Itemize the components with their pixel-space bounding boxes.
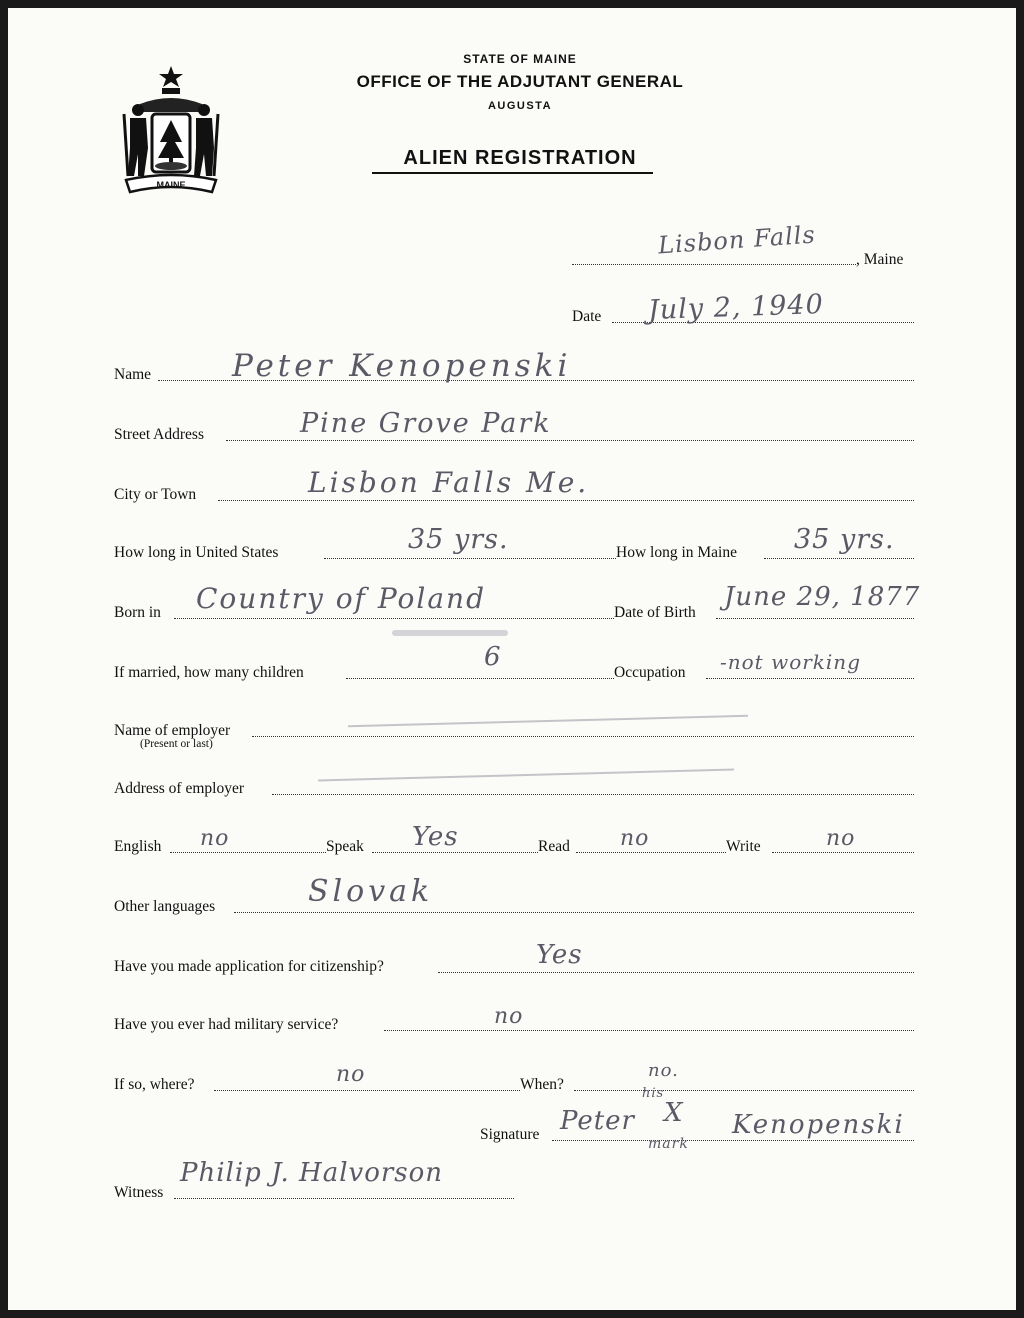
date-label: Date	[572, 308, 602, 325]
where-value: no	[336, 1062, 366, 1087]
signature-first-name: Peter	[560, 1106, 635, 1136]
in-maine-value: 35 yrs.	[794, 524, 895, 555]
read-value: no	[620, 826, 650, 851]
where-label: If so, where?	[114, 1076, 195, 1093]
write-value: no	[826, 826, 856, 851]
write-label: Write	[726, 838, 761, 855]
street-label: Street Address	[114, 426, 204, 443]
military-label: Have you ever had military service?	[114, 1016, 339, 1033]
city-label: City or Town	[114, 486, 197, 503]
in-us-label: How long in United States	[114, 544, 279, 561]
in-us-value: 35 yrs.	[408, 524, 509, 555]
title-underline	[372, 172, 653, 174]
employer-sublabel: (Present or last)	[140, 738, 213, 750]
military-value: no	[494, 1004, 524, 1029]
dob-value: June 29, 1877	[724, 582, 921, 612]
other-languages-value: Slovak	[308, 874, 434, 909]
in-maine-label: How long in Maine	[616, 544, 737, 561]
registration-form	[8, 8, 1016, 1310]
speak-value: Yes	[412, 822, 459, 852]
when-label: When?	[520, 1076, 564, 1093]
children-label: If married, how many children	[114, 664, 304, 681]
witness-value: Philip J. Halvorson	[180, 1158, 444, 1188]
svg-text:MAINE: MAINE	[156, 180, 186, 190]
place-value: Lisbon Falls	[657, 220, 817, 260]
when-value: no.	[648, 1060, 679, 1081]
header-office: OFFICE OF THE ADJUTANT GENERAL	[356, 72, 684, 91]
other-languages-label: Other languages	[114, 898, 216, 915]
employer-label: Name of employer	[114, 722, 231, 739]
born-in-label: Born in	[114, 604, 161, 621]
signature-label: Signature	[480, 1126, 540, 1143]
employer-address-label: Address of employer	[114, 780, 244, 797]
erasure-smudge	[392, 630, 508, 636]
header-city: AUGUSTA	[487, 100, 553, 112]
name-value: Peter Kenopenski	[232, 348, 572, 384]
signature-mark-x: X	[664, 1098, 684, 1128]
signature-mark-bottom: mark	[648, 1136, 689, 1152]
street-value: Pine Grove Park	[300, 408, 552, 439]
speak-label: Speak	[326, 838, 364, 855]
date-value: July 2, 1940	[647, 288, 825, 327]
born-in-value: Country of Poland	[196, 582, 486, 615]
header-state: STATE OF MAINE	[463, 52, 577, 66]
city-value: Lisbon Falls Me.	[308, 466, 590, 499]
children-value: 6	[484, 642, 502, 672]
signature-last-name: Kenopenski	[732, 1110, 905, 1140]
signature-mark-top: his	[642, 1086, 665, 1101]
maine-state-seal	[112, 64, 230, 194]
english-label: English	[114, 838, 162, 855]
citizenship-value: Yes	[536, 940, 583, 970]
name-label: Name	[114, 366, 152, 383]
occupation-value: -not working	[720, 650, 861, 674]
employer-address-dash-stroke	[318, 769, 734, 782]
employer-dash-stroke	[348, 715, 748, 727]
dob-label: Date of Birth	[614, 604, 696, 621]
citizenship-label: Have you made application for citizenship?	[114, 958, 384, 975]
witness-label: Witness	[114, 1184, 164, 1201]
occupation-label: Occupation	[614, 664, 686, 681]
place-label: , Maine	[856, 251, 904, 268]
read-label: Read	[538, 838, 570, 855]
english-value: no	[200, 826, 230, 851]
form-title: ALIEN REGISTRATION	[403, 147, 637, 169]
